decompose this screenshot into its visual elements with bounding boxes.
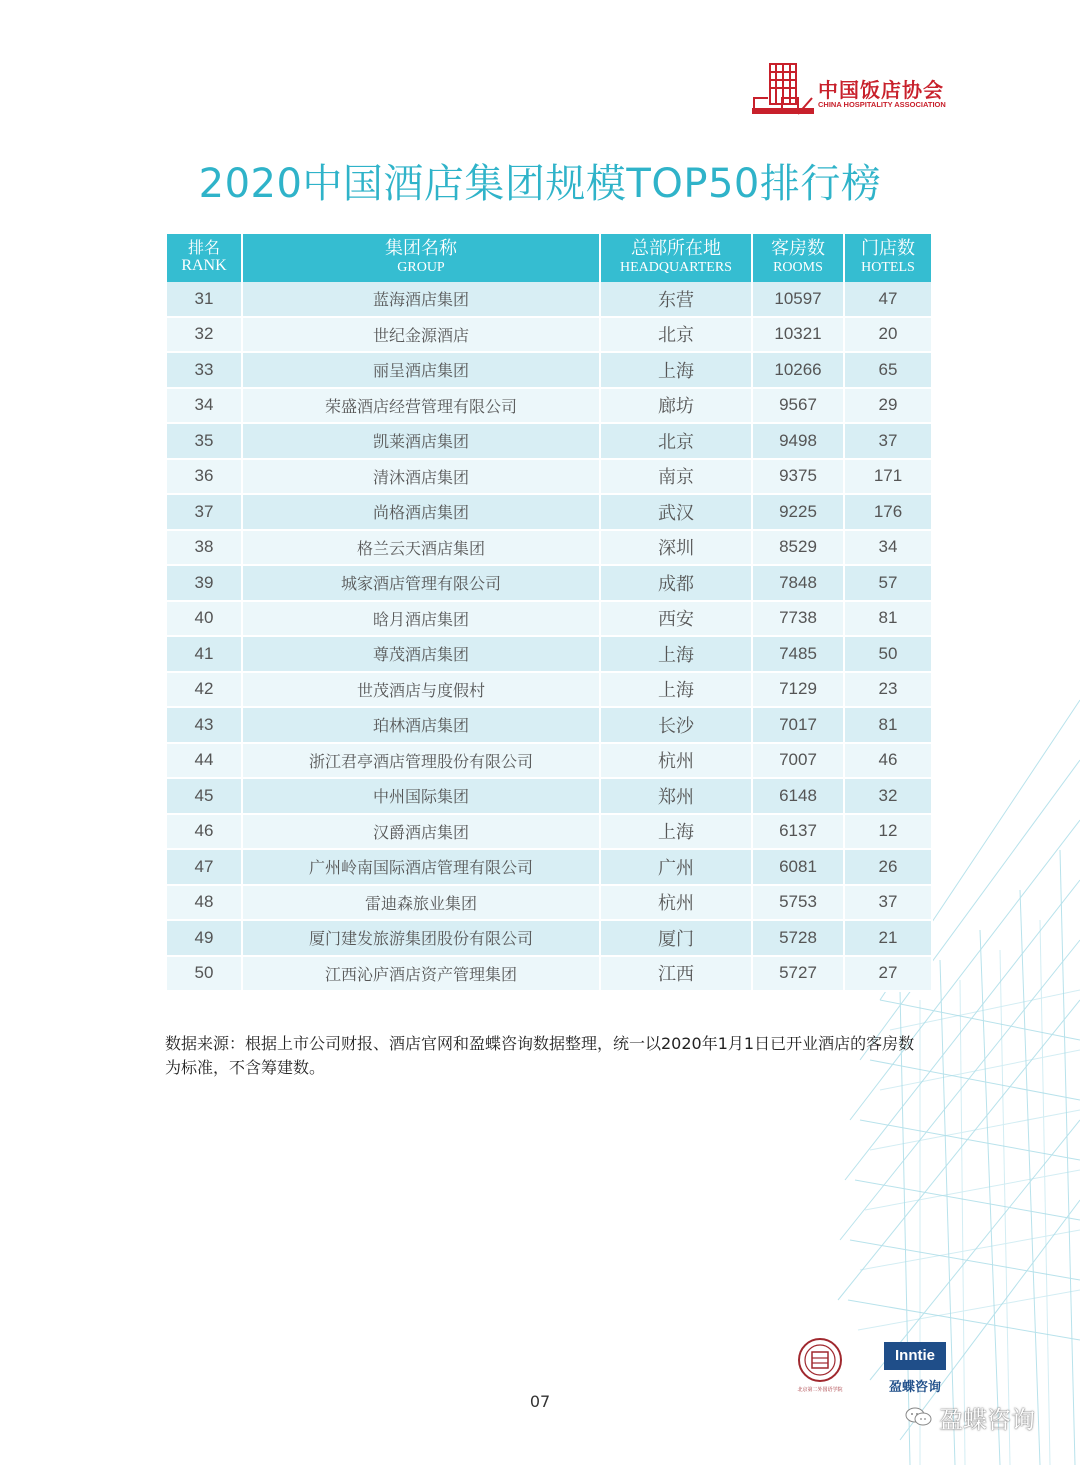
cell-rank: 47 (166, 849, 242, 885)
cell-hotels: 27 (844, 956, 932, 992)
cell-rank: 44 (166, 743, 242, 779)
cell-rooms: 5727 (752, 956, 844, 992)
cell-hq: 上海 (600, 636, 752, 672)
header-hotels-en: HOTELS (861, 260, 915, 276)
cell-hotels: 12 (844, 814, 932, 850)
cell-hq: 杭州 (600, 885, 752, 921)
cell-hotels: 81 (844, 707, 932, 743)
cell-hotels: 57 (844, 565, 932, 601)
cell-hotels: 29 (844, 388, 932, 424)
cell-rank: 32 (166, 317, 242, 353)
cell-hq: 北京 (600, 423, 752, 459)
cell-hotels: 171 (844, 459, 932, 495)
cell-rank: 43 (166, 707, 242, 743)
cell-group: 尊茂酒店集团 (242, 636, 600, 672)
cell-rank: 34 (166, 388, 242, 424)
cell-hq: 南京 (600, 459, 752, 495)
table-row (166, 317, 932, 353)
cell-hotels: 81 (844, 601, 932, 637)
header-hotels (844, 234, 932, 282)
cell-rooms: 9567 (752, 388, 844, 424)
cell-hq: 东营 (600, 282, 752, 317)
cell-hotels: 46 (844, 743, 932, 779)
cell-rank: 48 (166, 885, 242, 921)
cell-hq: 郑州 (600, 778, 752, 814)
cell-group: 世纪金源酒店 (242, 317, 600, 353)
cell-group: 丽呈酒店集团 (242, 352, 600, 388)
cell-hotels: 37 (844, 885, 932, 921)
cell-hq: 上海 (600, 814, 752, 850)
cell-group: 尚格酒店集团 (242, 494, 600, 530)
wechat-watermark-text: 盈蝶咨询 (939, 1405, 1035, 1434)
header-hotels-cn: 门店数 (861, 238, 915, 260)
header-group-cn: 集团名称 (385, 238, 457, 260)
cha-logo (752, 58, 952, 118)
cell-rank: 46 (166, 814, 242, 850)
cell-rooms: 7738 (752, 601, 844, 637)
cell-group: 厦门建发旅游集团股份有限公司 (242, 920, 600, 956)
cell-rank: 40 (166, 601, 242, 637)
cell-hq: 江西 (600, 956, 752, 992)
cell-group: 晗月酒店集团 (242, 601, 600, 637)
cell-hotels: 34 (844, 530, 932, 566)
table-row (166, 530, 932, 566)
source-note: 数据来源：根据上市公司财报、酒店官网和盈蝶咨询数据整理，统一以2020年1月1日已开业酒店的客房数为标准，不含筹建数。 (165, 1034, 915, 1077)
wechat-watermark (905, 1400, 1035, 1434)
wechat-icon (905, 1406, 933, 1428)
cell-hq: 北京 (600, 317, 752, 353)
cell-group: 格兰云天酒店集团 (242, 530, 600, 566)
cell-rooms: 9225 (752, 494, 844, 530)
cell-rooms: 7017 (752, 707, 844, 743)
cell-rooms: 5753 (752, 885, 844, 921)
cell-hq: 西安 (600, 601, 752, 637)
cell-rank: 50 (166, 956, 242, 992)
table-row (166, 672, 932, 708)
cell-group: 世茂酒店与度假村 (242, 672, 600, 708)
cell-group: 广州岭南国际酒店管理有限公司 (242, 849, 600, 885)
cell-hq: 长沙 (600, 707, 752, 743)
cell-hq: 武汉 (600, 494, 752, 530)
cell-rank: 36 (166, 459, 242, 495)
seal-caption: 北京第二外国语学院 (797, 1387, 843, 1393)
inntie-logo: Inntie (884, 1342, 946, 1370)
cell-rank: 45 (166, 778, 242, 814)
cell-rank: 37 (166, 494, 242, 530)
cell-rooms: 6137 (752, 814, 844, 850)
table-row (166, 956, 932, 992)
table-row (166, 459, 932, 495)
table-row (166, 920, 932, 956)
cell-rooms: 7007 (752, 743, 844, 779)
cell-rooms: 9498 (752, 423, 844, 459)
table-row (166, 565, 932, 601)
cell-hotels: 21 (844, 920, 932, 956)
table-row (166, 494, 932, 530)
header-rank: 排名RANK (166, 234, 242, 282)
cell-rank: 38 (166, 530, 242, 566)
cell-rooms: 7129 (752, 672, 844, 708)
cell-rooms: 9375 (752, 459, 844, 495)
table-row (166, 423, 932, 459)
header-hq-en: HEADQUARTERS (620, 260, 732, 276)
table-row (166, 352, 932, 388)
header-rooms (752, 234, 844, 282)
cha-logo-cn: 中国饭店协会 (818, 78, 944, 102)
table-row (166, 743, 932, 779)
cell-group: 江西沁庐酒店资产管理集团 (242, 956, 600, 992)
header-rooms-cn: 客房数 (771, 238, 825, 260)
cell-hotels: 65 (844, 352, 932, 388)
table-row (166, 388, 932, 424)
cell-hq: 成都 (600, 565, 752, 601)
table-row (166, 601, 932, 637)
cell-hotels: 32 (844, 778, 932, 814)
cell-group: 浙江君亭酒店管理股份有限公司 (242, 743, 600, 779)
cell-hq: 廊坊 (600, 388, 752, 424)
cell-rank: 35 (166, 423, 242, 459)
cell-rooms: 5728 (752, 920, 844, 956)
page-title: 2020中国酒店集团规模TOP50排行榜 (198, 161, 882, 207)
inntie-logo-cn: 盈蝶咨询 (888, 1380, 941, 1395)
cha-logo-en: CHINA HOSPITALITY ASSOCIATION (818, 100, 946, 109)
cell-hq: 上海 (600, 672, 752, 708)
cell-rooms: 7848 (752, 565, 844, 601)
table-row (166, 885, 932, 921)
cell-rooms: 10266 (752, 352, 844, 388)
cell-group: 城家酒店管理有限公司 (242, 565, 600, 601)
cell-hq: 厦门 (600, 920, 752, 956)
cell-hq: 广州 (600, 849, 752, 885)
cell-rank: 49 (166, 920, 242, 956)
table-header-row (166, 234, 932, 282)
cell-group: 凯莱酒店集团 (242, 423, 600, 459)
table-row (166, 282, 932, 317)
cell-rooms: 10321 (752, 317, 844, 353)
cha-building-icon (752, 58, 814, 116)
cell-rank: 33 (166, 352, 242, 388)
cell-group: 雷迪森旅业集团 (242, 885, 600, 921)
table-row (166, 778, 932, 814)
header-hq (600, 234, 752, 282)
cell-hq: 深圳 (600, 530, 752, 566)
cell-group: 中州国际集团 (242, 778, 600, 814)
cell-rooms: 8529 (752, 530, 844, 566)
cell-rooms: 10597 (752, 282, 844, 317)
cell-hotels: 50 (844, 636, 932, 672)
table-row (166, 849, 932, 885)
cell-rank: 42 (166, 672, 242, 708)
cell-rooms: 6081 (752, 849, 844, 885)
table-row (166, 636, 932, 672)
ranking-table (165, 234, 933, 992)
cell-hotels: 23 (844, 672, 932, 708)
cell-rank: 31 (166, 282, 242, 317)
cell-hq: 杭州 (600, 743, 752, 779)
cell-hotels: 176 (844, 494, 932, 530)
cell-rank: 41 (166, 636, 242, 672)
table-row (166, 814, 932, 850)
page-number: 07 (529, 1392, 551, 1411)
cell-rooms: 6148 (752, 778, 844, 814)
cell-hq: 上海 (600, 352, 752, 388)
header-group-en: GROUP (397, 260, 445, 276)
header-rooms-en: ROOMS (773, 260, 823, 276)
table-row (166, 707, 932, 743)
cell-group: 清沐酒店集团 (242, 459, 600, 495)
cell-hotels: 20 (844, 317, 932, 353)
cell-group: 汉爵酒店集团 (242, 814, 600, 850)
cell-group: 荣盛酒店经营管理有限公司 (242, 388, 600, 424)
cell-hotels: 26 (844, 849, 932, 885)
cell-hotels: 47 (844, 282, 932, 317)
cell-hotels: 37 (844, 423, 932, 459)
cell-group: 珀林酒店集团 (242, 707, 600, 743)
header-hq-cn: 总部所在地 (631, 238, 721, 260)
cell-group: 蓝海酒店集团 (242, 282, 600, 317)
cell-rank: 39 (166, 565, 242, 601)
header-group (242, 234, 600, 282)
cell-rooms: 7485 (752, 636, 844, 672)
